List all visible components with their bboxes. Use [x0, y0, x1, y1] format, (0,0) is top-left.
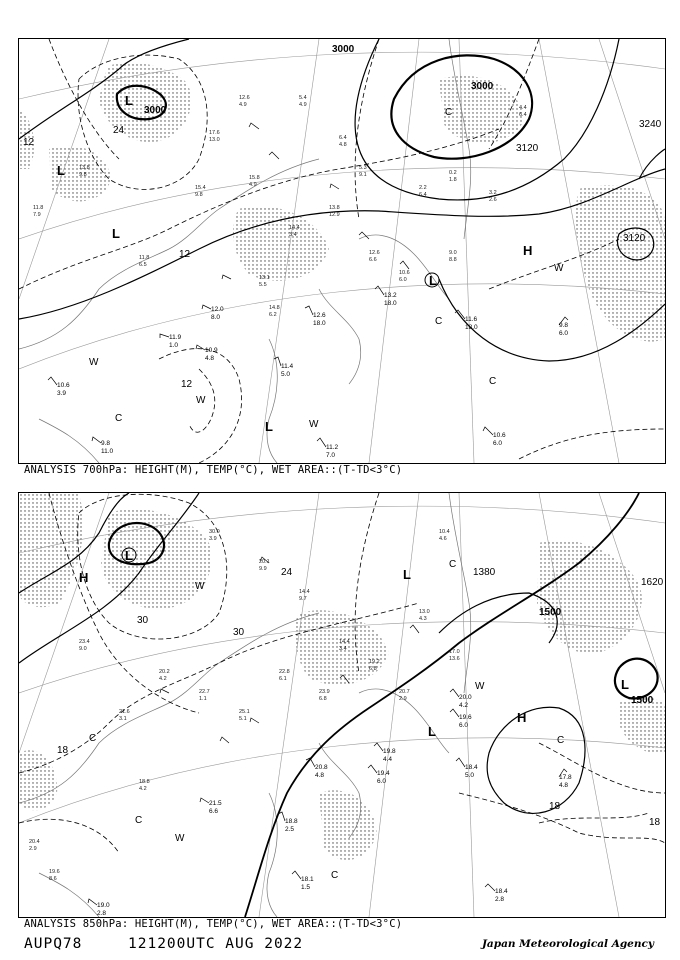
station-plot	[211, 306, 224, 321]
svg-text:30.0: 30.0	[209, 529, 220, 535]
station-plot	[101, 440, 114, 455]
svg-text:13.8: 13.8	[79, 165, 90, 171]
contour-label: 1500	[631, 695, 654, 706]
low-center: L	[125, 93, 133, 108]
svg-text:7.0: 7.0	[326, 452, 336, 459]
isotherm-label: 24	[113, 125, 125, 136]
svg-text:5.0: 5.0	[281, 371, 291, 378]
svg-text:4.4: 4.4	[519, 105, 527, 111]
svg-text:6.0: 6.0	[459, 722, 469, 729]
map-panel-700hpa	[18, 38, 666, 464]
warm-center: W	[89, 357, 99, 368]
station-plot	[209, 800, 222, 815]
low-center: L	[403, 567, 411, 582]
low-center: L	[429, 273, 437, 288]
station-plot	[459, 714, 472, 729]
isotherm-label: 24	[281, 567, 293, 578]
station-plot	[315, 764, 328, 779]
cold-center: C	[135, 815, 143, 826]
svg-text:18.0: 18.0	[384, 300, 397, 307]
svg-text:9.1: 9.1	[359, 172, 367, 178]
contour-label: 3240	[639, 119, 662, 130]
station-plot	[313, 312, 326, 327]
contour-label: 3120	[623, 233, 646, 244]
isotherm-label: 30	[137, 615, 149, 626]
station-plot	[169, 334, 182, 349]
svg-text:15.8: 15.8	[249, 175, 260, 181]
map-panel-850hpa	[18, 492, 666, 918]
svg-text:11.8: 11.8	[33, 205, 44, 211]
svg-text:4.4: 4.4	[383, 756, 393, 763]
svg-text:17.6: 17.6	[209, 130, 220, 136]
svg-text:7.9: 7.9	[33, 212, 41, 218]
svg-text:3.1: 3.1	[119, 716, 127, 722]
svg-text:4.8: 4.8	[339, 142, 347, 148]
svg-text:9.0: 9.0	[449, 250, 457, 256]
station-plot	[326, 444, 339, 459]
svg-text:9.8: 9.8	[559, 322, 569, 329]
station-plot	[493, 432, 506, 447]
chart-caption-700hpa: ANALYSIS 700hPa: HEIGHT(M), TEMP(°C), WET AREA::(T-TD<3°C)	[24, 464, 403, 476]
svg-text:3.9: 3.9	[209, 536, 217, 542]
station-plot	[384, 292, 397, 307]
station-plot	[377, 770, 390, 785]
contour-label: 1380	[473, 567, 496, 578]
low-center: L	[112, 226, 120, 241]
svg-text:12.9: 12.9	[329, 212, 340, 218]
high-center: H	[79, 570, 89, 585]
station-plot	[205, 347, 218, 362]
chart-850hpa	[19, 493, 665, 917]
station-plot	[57, 382, 70, 397]
warm-center: W	[309, 419, 319, 430]
svg-text:14.4: 14.4	[289, 225, 300, 231]
svg-text:14.8: 14.8	[269, 305, 280, 311]
svg-text:13.8: 13.8	[329, 205, 340, 211]
svg-text:11.8: 11.8	[139, 255, 150, 261]
contour-label: 3120	[516, 143, 539, 154]
svg-text:14.4: 14.4	[299, 589, 310, 595]
svg-text:6.8: 6.8	[319, 696, 327, 702]
isotherm-label: 12	[179, 249, 191, 260]
wet-area-700	[19, 63, 665, 342]
svg-text:20.4: 20.4	[29, 839, 40, 845]
svg-text:13.6: 13.6	[449, 656, 460, 662]
svg-text:6.4: 6.4	[519, 112, 527, 118]
svg-text:6.6: 6.6	[209, 808, 219, 815]
svg-text:6.4: 6.4	[419, 192, 427, 198]
station-plot	[465, 764, 478, 779]
low-center: L	[57, 163, 65, 178]
svg-text:2.6: 2.6	[489, 197, 497, 203]
isotherm-label: 30	[233, 627, 245, 638]
cold-center: C	[89, 733, 97, 744]
svg-text:21.6: 21.6	[119, 709, 130, 715]
svg-text:2.2: 2.2	[419, 185, 427, 191]
svg-text:25.1: 25.1	[239, 709, 250, 715]
cold-center: C	[435, 316, 443, 327]
station-plot	[301, 876, 314, 891]
isotherm-labels-700	[23, 125, 193, 390]
svg-text:19.6: 19.6	[49, 869, 60, 875]
svg-text:21.5: 21.5	[209, 800, 222, 807]
warm-center: W	[195, 581, 205, 592]
high-center: H	[517, 710, 527, 725]
svg-text:10.9: 10.9	[205, 347, 218, 354]
cold-center: C	[489, 376, 497, 387]
svg-text:5.1: 5.1	[239, 716, 247, 722]
svg-text:8.6: 8.6	[49, 876, 57, 882]
svg-text:8.8: 8.8	[449, 257, 457, 263]
svg-text:4.9: 4.9	[249, 182, 257, 188]
chart-caption-850hpa: ANALYSIS 850hPa: HEIGHT(M), TEMP(°C), WET AREA::(T-TD<3°C)	[24, 918, 403, 930]
svg-text:2.8: 2.8	[97, 910, 107, 917]
svg-text:5.0: 5.0	[465, 772, 475, 779]
svg-text:5.3: 5.3	[359, 165, 367, 171]
svg-text:6.5: 6.5	[139, 262, 147, 268]
svg-text:5.5: 5.5	[259, 282, 267, 288]
isotherm-label: 18	[57, 745, 69, 756]
wind-barbs-850	[88, 557, 567, 905]
svg-text:9.9: 9.9	[259, 566, 267, 572]
svg-text:4.3: 4.3	[419, 616, 427, 622]
cold-center: C	[557, 735, 565, 746]
svg-text:12.6: 12.6	[239, 95, 250, 101]
svg-text:12.0: 12.0	[211, 306, 224, 313]
svg-text:13.0: 13.0	[419, 609, 430, 615]
svg-text:11.2: 11.2	[326, 444, 339, 451]
svg-text:18.4: 18.4	[495, 888, 508, 895]
station-plot	[495, 888, 508, 903]
cold-center: C	[331, 870, 339, 881]
svg-text:2.9: 2.9	[399, 696, 407, 702]
svg-text:1.0: 1.0	[169, 342, 179, 349]
svg-text:18.0: 18.0	[465, 324, 478, 331]
svg-text:6.2: 6.2	[269, 312, 277, 318]
station-plot	[459, 694, 472, 709]
contour-label: 1500	[539, 607, 562, 618]
station-plot	[285, 818, 298, 833]
svg-text:12.6: 12.6	[313, 312, 326, 319]
svg-text:4.8: 4.8	[315, 772, 325, 779]
cold-center: C	[115, 413, 123, 424]
svg-text:14.4: 14.4	[339, 639, 350, 645]
svg-text:4.8: 4.8	[205, 355, 215, 362]
svg-text:19.6: 19.6	[459, 714, 472, 721]
svg-text:3.2: 3.2	[489, 190, 497, 196]
svg-text:13.0: 13.0	[209, 137, 220, 143]
agency-name: Japan Meteorological Agency	[481, 938, 654, 950]
svg-text:10.6: 10.6	[399, 270, 410, 276]
chart-code: AUPQ78	[24, 936, 83, 952]
svg-text:3.4: 3.4	[339, 646, 347, 652]
svg-text:19.2: 19.2	[369, 659, 380, 665]
svg-text:4.8: 4.8	[559, 782, 569, 789]
station-plot	[559, 322, 568, 337]
svg-text:23.4: 23.4	[79, 639, 90, 645]
contour-label: 1620	[641, 577, 664, 588]
svg-text:20.8: 20.8	[315, 764, 328, 771]
cold-center: C	[449, 559, 457, 570]
chart-timestamp: 121200UTC AUG 2022	[128, 936, 304, 952]
warm-center: W	[475, 681, 485, 692]
svg-text:4.2: 4.2	[139, 786, 147, 792]
svg-text:6.4: 6.4	[339, 135, 347, 141]
svg-text:8.0: 8.0	[211, 314, 221, 321]
svg-text:11.6: 11.6	[465, 316, 478, 323]
svg-text:18.8: 18.8	[285, 818, 298, 825]
svg-text:17.0: 17.0	[449, 649, 460, 655]
svg-text:13.2: 13.2	[384, 292, 397, 299]
svg-text:9.8: 9.8	[195, 192, 203, 198]
svg-text:2.5: 2.5	[285, 826, 295, 833]
svg-text:1.5: 1.5	[301, 884, 311, 891]
high-center: H	[523, 243, 533, 258]
low-center: L	[125, 548, 133, 563]
svg-text:20.2: 20.2	[159, 669, 170, 675]
isotherm-label: 12	[23, 137, 35, 148]
low-center: L	[428, 724, 436, 739]
station-plot	[97, 902, 110, 917]
svg-text:9.8: 9.8	[101, 440, 111, 447]
svg-text:19.4: 19.4	[377, 770, 390, 777]
svg-text:10.6: 10.6	[57, 382, 70, 389]
warm-center: W	[175, 833, 185, 844]
svg-text:2.9: 2.9	[29, 846, 37, 852]
contour-label: 3000	[471, 81, 494, 92]
station-plot	[383, 748, 396, 763]
svg-text:18.1: 18.1	[301, 876, 314, 883]
chart-700hpa	[19, 39, 665, 463]
svg-text:19.0: 19.0	[97, 902, 110, 909]
contour-label: 3000	[144, 105, 167, 116]
svg-text:6.6: 6.6	[369, 257, 377, 263]
isotherm-label: 18	[549, 801, 561, 812]
station-plot	[465, 316, 478, 331]
contour-label: 3000	[332, 44, 355, 55]
svg-text:11.4: 11.4	[281, 363, 294, 370]
cold-center: C	[445, 107, 453, 118]
svg-text:6.0: 6.0	[399, 277, 407, 283]
svg-text:1.1: 1.1	[199, 696, 207, 702]
svg-text:9.0: 9.0	[79, 646, 87, 652]
svg-text:19.8: 19.8	[383, 748, 396, 755]
warm-center: W	[196, 395, 206, 406]
station-plot	[559, 774, 572, 789]
warm-center: W	[554, 263, 564, 274]
svg-text:12.6: 12.6	[369, 250, 380, 256]
svg-text:6.8: 6.8	[369, 666, 377, 672]
svg-text:10.6: 10.6	[493, 432, 506, 439]
station-clutter-850	[29, 529, 460, 882]
svg-text:6.0: 6.0	[377, 778, 387, 785]
svg-text:4.9: 4.9	[239, 102, 247, 108]
svg-text:11.0: 11.0	[101, 448, 114, 455]
svg-text:6.0: 6.0	[493, 440, 503, 447]
svg-text:11.9: 11.9	[169, 334, 182, 341]
svg-text:4.2: 4.2	[459, 702, 469, 709]
svg-text:6.0: 6.0	[559, 330, 569, 337]
svg-text:0.2: 0.2	[449, 170, 457, 176]
svg-text:9.7: 9.7	[299, 596, 307, 602]
low-center: L	[265, 419, 273, 434]
svg-text:20.1: 20.1	[259, 559, 270, 565]
svg-text:17.8: 17.8	[559, 774, 572, 781]
wet-area-850	[19, 493, 665, 860]
svg-text:9.8: 9.8	[79, 172, 87, 178]
svg-text:2.8: 2.8	[495, 896, 505, 903]
svg-text:22.8: 22.8	[279, 669, 290, 675]
svg-text:23.9: 23.9	[319, 689, 330, 695]
svg-text:18.0: 18.0	[313, 320, 326, 327]
svg-text:5.4: 5.4	[299, 95, 307, 101]
isotherm-label: 18	[649, 817, 661, 828]
svg-text:4.9: 4.9	[299, 102, 307, 108]
svg-text:10.4: 10.4	[439, 529, 450, 535]
svg-text:20.0: 20.0	[459, 694, 472, 701]
svg-text:3.9: 3.9	[57, 390, 67, 397]
station-plot	[281, 363, 294, 378]
svg-text:3.4: 3.4	[289, 232, 297, 238]
svg-text:1.8: 1.8	[449, 177, 457, 183]
svg-text:18.4: 18.4	[465, 764, 478, 771]
svg-text:4.2: 4.2	[159, 676, 167, 682]
low-center: L	[621, 677, 629, 692]
svg-text:22.7: 22.7	[199, 689, 210, 695]
isotherm-label: 12	[181, 379, 193, 390]
svg-text:15.4: 15.4	[195, 185, 206, 191]
svg-text:20.7: 20.7	[399, 689, 410, 695]
wind-barbs-700	[48, 123, 568, 447]
svg-text:13.1: 13.1	[259, 275, 270, 281]
svg-text:6.1: 6.1	[279, 676, 287, 682]
svg-text:18.8: 18.8	[139, 779, 150, 785]
svg-text:4.6: 4.6	[439, 536, 447, 542]
